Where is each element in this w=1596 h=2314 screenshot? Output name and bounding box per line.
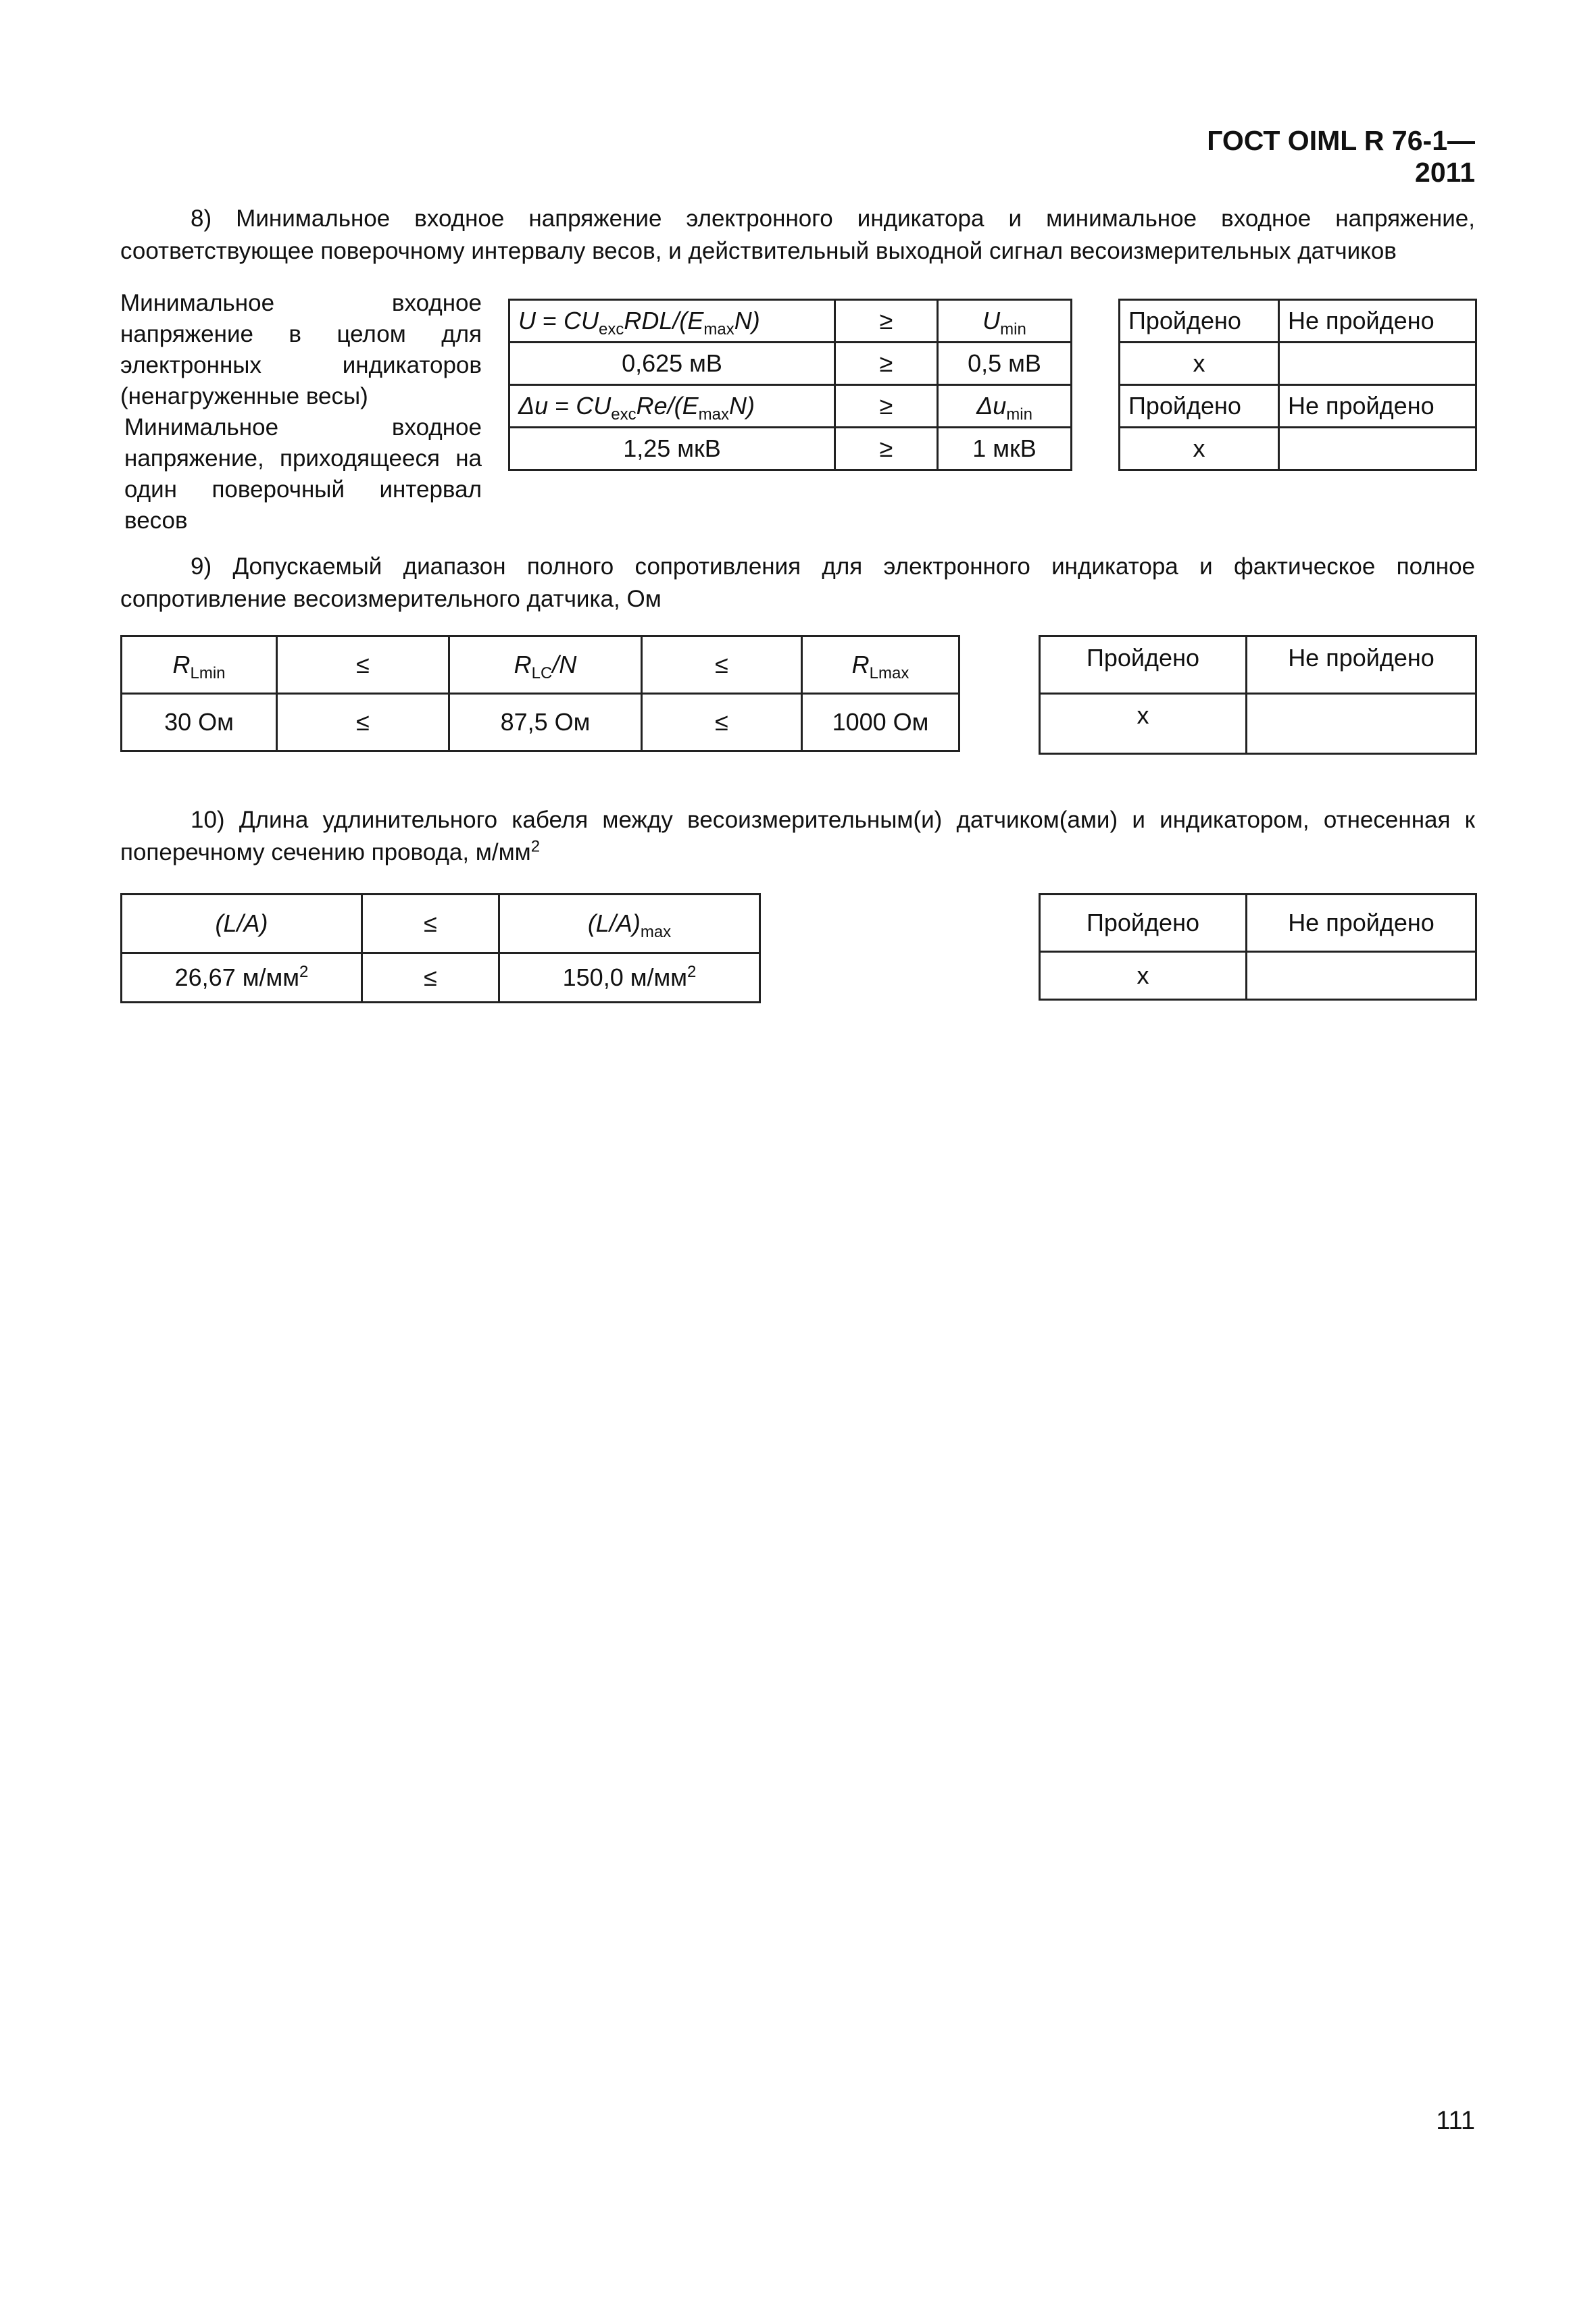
ge-symbol: ≥ <box>835 300 938 343</box>
passed-header: Пройдено <box>1040 636 1247 694</box>
table-row <box>1120 428 1476 470</box>
table-row <box>1040 694 1476 754</box>
table-row <box>122 694 959 751</box>
table-row <box>509 300 1072 343</box>
document-code: ГОСТ OIML R 76-1—2011 <box>1207 125 1475 188</box>
ge-symbol: ≥ <box>835 343 938 385</box>
r-lmin-header: $R_{Lmin}$ <box>122 636 277 694</box>
item-10-result-table <box>1039 893 1477 1001</box>
failed-mark <box>1247 694 1476 754</box>
failed-header: Не пройдено <box>1279 300 1476 343</box>
formula-du-cell: $\Delta u = CU_{exc}Re/(E_{max}N)$ <box>509 385 835 428</box>
formula-u-cell: $U = CU_{exc}RDL/(E_{max}N)$ <box>509 300 835 343</box>
passed-mark: x <box>1040 952 1247 1000</box>
le-symbol: ≤ <box>642 636 802 694</box>
r-lmax-header: $R_{Lmax}$ <box>802 636 959 694</box>
table-row <box>122 895 760 953</box>
r-max-value: 1000 Ом <box>802 694 959 751</box>
le-symbol: ≤ <box>277 694 449 751</box>
item-10-text: 10) Длина удлинительного кабеля между весоизмерительным(и) датчиком(ами) и индикатором, отнесенная к поперечному сечению провода, $м/мм^2$ <box>120 807 1475 865</box>
table-row <box>1040 636 1476 694</box>
failed-header: Не пройдено <box>1279 385 1476 428</box>
passed-mark: x <box>1120 343 1279 385</box>
passed-header: Пройдено <box>1120 300 1279 343</box>
page-number: 111 <box>1436 2107 1475 2135</box>
la-header: (L/A) <box>122 895 362 953</box>
table-row <box>1120 385 1476 428</box>
item-8-formula-table <box>508 299 1072 471</box>
table-row <box>1120 343 1476 385</box>
passed-mark: x <box>1120 428 1279 470</box>
table-row <box>1040 895 1476 952</box>
le-symbol: ≤ <box>362 953 499 1003</box>
item-10-cable-table <box>120 893 761 1003</box>
du-limit-cell: 1 мкВ <box>938 428 1072 470</box>
la-max-value: 150,0 $м/мм^2$ <box>499 953 760 1003</box>
r-min-value: 30 Ом <box>122 694 277 751</box>
item-9-result-table <box>1039 635 1477 755</box>
item-8-result-table <box>1118 299 1477 471</box>
le-symbol: ≤ <box>277 636 449 694</box>
table-row <box>122 636 959 694</box>
passed-mark: x <box>1040 694 1247 754</box>
item-9-resistance-table <box>120 635 960 752</box>
table-row <box>122 953 760 1003</box>
table-row <box>509 343 1072 385</box>
side-text-min-voltage-total: Минимальное входное напряжение в целом для электронных индикаторов (ненагруженные весы) <box>120 290 482 409</box>
item-8-text: 8) Минимальное входное напряжение электронного индикатора и минимальное входное напряжение, соответствующее поверочному интервалу весов, и действительный выходной сигнал весоизмерительных датчиков <box>120 205 1475 264</box>
failed-mark <box>1279 428 1476 470</box>
failed-mark <box>1247 952 1476 1000</box>
ge-symbol: ≥ <box>835 385 938 428</box>
le-symbol: ≤ <box>642 694 802 751</box>
passed-header: Пройдено <box>1120 385 1279 428</box>
la-value: 26,67 $м/мм^2$ <box>122 953 362 1003</box>
du-value-cell: 1,25 мкВ <box>509 428 835 470</box>
u-min-cell: $U_{min}$ <box>938 300 1072 343</box>
table-row <box>1120 300 1476 343</box>
du-min-cell: $\Delta u_{min}$ <box>938 385 1072 428</box>
passed-header: Пройдено <box>1040 895 1247 952</box>
u-limit-cell: 0,5 мВ <box>938 343 1072 385</box>
item-9-text: 9) Допускаемый диапазон полного сопротивления для электронного индикатора и фактическое полное сопротивление весоизмерительного датчика, Ом <box>120 553 1475 612</box>
le-symbol: ≤ <box>362 895 499 953</box>
la-max-header: $(L/A)_{max}$ <box>499 895 760 953</box>
failed-header: Не пройдено <box>1247 895 1476 952</box>
r-lc-header: $R_{LC}/N$ <box>449 636 642 694</box>
ge-symbol: ≥ <box>835 428 938 470</box>
table-row <box>509 385 1072 428</box>
r-actual-value: 87,5 Ом <box>449 694 642 751</box>
failed-header: Не пройдено <box>1247 636 1476 694</box>
item-8-side-text <box>120 288 482 536</box>
side-text-min-voltage-interval: Минимальное входное напряжение, приходящееся на один поверочный интервал весов <box>124 414 482 534</box>
u-value-cell: 0,625 мВ <box>509 343 835 385</box>
failed-mark <box>1279 343 1476 385</box>
table-row <box>1040 952 1476 1000</box>
table-row <box>509 428 1072 470</box>
